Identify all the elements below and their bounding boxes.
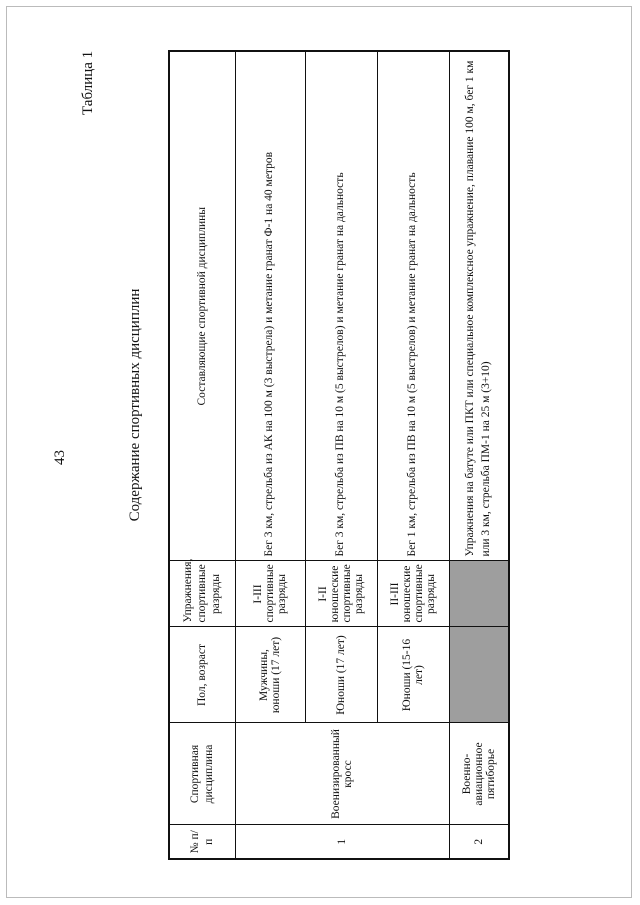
header-components: Составляющие спортивной дисциплины <box>169 51 235 561</box>
row-components: Бег 3 км, стрельба из ПВ на 10 м (5 выстрелов) и метание гранат на дальность <box>305 51 377 561</box>
row-discipline: Военизированный кросс <box>235 723 449 825</box>
row-discipline: Военно-авиационное пятиборье <box>449 723 509 825</box>
disciplines-table <box>168 50 510 860</box>
row-sex-age: Юноши (15-16 лет) <box>377 627 449 723</box>
row-ranks-shaded <box>449 561 509 627</box>
row-sex-age: Мужчины, юноши (17 лет) <box>235 627 305 723</box>
row-ranks: II-III юношеские спортивные разряды <box>377 561 449 627</box>
table-header-row <box>169 51 235 859</box>
header-num: № п/п <box>169 825 235 859</box>
row-ranks: I-III спортивные разряды <box>235 561 305 627</box>
row-sex-age: Юноши (17 лет) <box>305 627 377 723</box>
page-number: 43 <box>52 450 68 465</box>
row-ranks: I-II юношеские спортивные разряды <box>305 561 377 627</box>
row-num: 2 <box>449 825 509 859</box>
row-components: Бег 1 км, стрельба из ПВ на 10 м (5 выстрелов) и метание гранат на дальность <box>377 51 449 561</box>
row-sex-age-shaded <box>449 627 509 723</box>
row-num: 1 <box>235 825 449 859</box>
header-discipline: Спортивная дисциплина <box>169 723 235 825</box>
page-title: Содержание спортивных дисциплин <box>127 288 143 522</box>
row-components: Упражнения на батуте или ПКТ или специальное комплексное упражнение, плавание 100 м, бег 1 км или 3 км, стрельба ПМ-1 на 25 м (3+10) <box>449 51 509 561</box>
table-row <box>235 51 305 859</box>
row-components: Бег 3 км, стрельба из АК на 100 м (3 выстрела) и метание гранат Ф-1 на 40 метров <box>235 51 305 561</box>
table-row <box>449 51 509 859</box>
table-label: Таблица 1 <box>80 50 96 115</box>
header-sex-age: Пол, возраст <box>169 627 235 723</box>
header-ranks: Упражнения, спортивные разряды <box>169 561 235 627</box>
